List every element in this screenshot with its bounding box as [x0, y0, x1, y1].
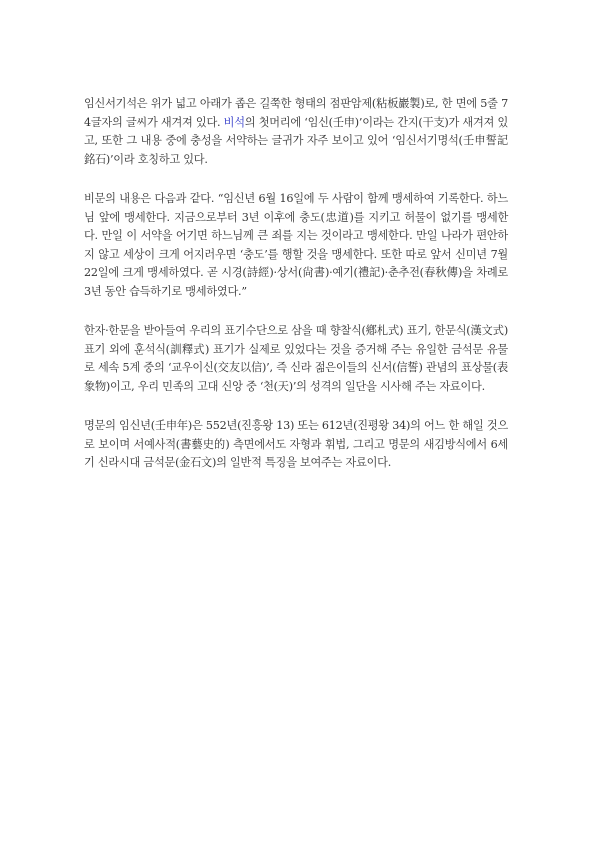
paragraph-1-text-b: 의 첫머리에 ‘임신(壬申)’이라는 간지(干支)가 새겨져 있고, 또한 그 내용 중에 충성을 서약하는 글귀가 자주 보이고 있어 ‘임신서기명석(壬申誓記銘石)’이라 호칭하고 있다.	[84, 115, 508, 166]
document-body	[84, 95, 508, 494]
paragraph-3	[84, 322, 508, 396]
paragraph-2-text: 비문의 내용은 다음과 같다. “임신년 6월 16일에 두 사람이 함께 맹세하여 기록한다. 하느님 앞에 맹세한다. 지금으로부터 3년 이후에 충도(忠道)를 지키고 허물이 없기를 맹세한다. 만일 이 서약을 어기면 하느님께 큰 죄를 지는 것이라고 맹세한다. 만일 나라가 편안하지 않고 세상이 크게 어지러우면 ‘충도’를 행할 것을 맹세한다. 또한 따로 앞서 신미년 7월 22일에 크게 맹세하였다. 곧 시경(詩經)·상서(尙書)·예기(禮記)·춘추전(春秋傳)을 차례로 3년 동안 습득하기로 맹세하였다.”	[84, 192, 508, 298]
paragraph-2	[84, 190, 508, 301]
paragraph-4-text: 명문의 임신년(壬申年)은 552년(진흥왕 13) 또는 612년(진평왕 34)의 어느 한 해일 것으로 보이며 서예사적(書藝史的) 측면에서도 자형과 휘법, 그리고 명문의 새김방식에서 6세기 신라시대 금석문(金石文)의 일반적 특징을 보여주는 자료이다.	[84, 419, 508, 469]
paragraph-4	[84, 417, 508, 473]
paragraph-3-text: 한자·한문을 받아들여 우리의 표기수단으로 삼을 때 향찰식(鄕札式) 표기, 한문식(漢文式) 표기 외에 훈석식(訓釋式) 표기가 실제로 있었다는 것을 증거해 주는 유일한 금석문 유물로 세속 5계 중의 ‘교우이신(交友以信)’, 즉 신라 젊은이들의 신서(信誓) 관념의 표상물(表象物)이고, 우리 민족의 고대 신앙 중 ‘천(天)’의 성격의 일단을 시사해 주는 자료이다.	[84, 324, 508, 393]
stele-link[interactable]: 비석	[223, 115, 245, 129]
paragraph-1	[84, 95, 508, 169]
paragraph-1-text-a: 임신서기석은 위가 넓고 아래가 좁은 길쭉한 형태의 점판암제(粘板巖製)로, 한 면에 5줄 74글자의 글씨가 새겨져 있다.	[84, 97, 508, 129]
